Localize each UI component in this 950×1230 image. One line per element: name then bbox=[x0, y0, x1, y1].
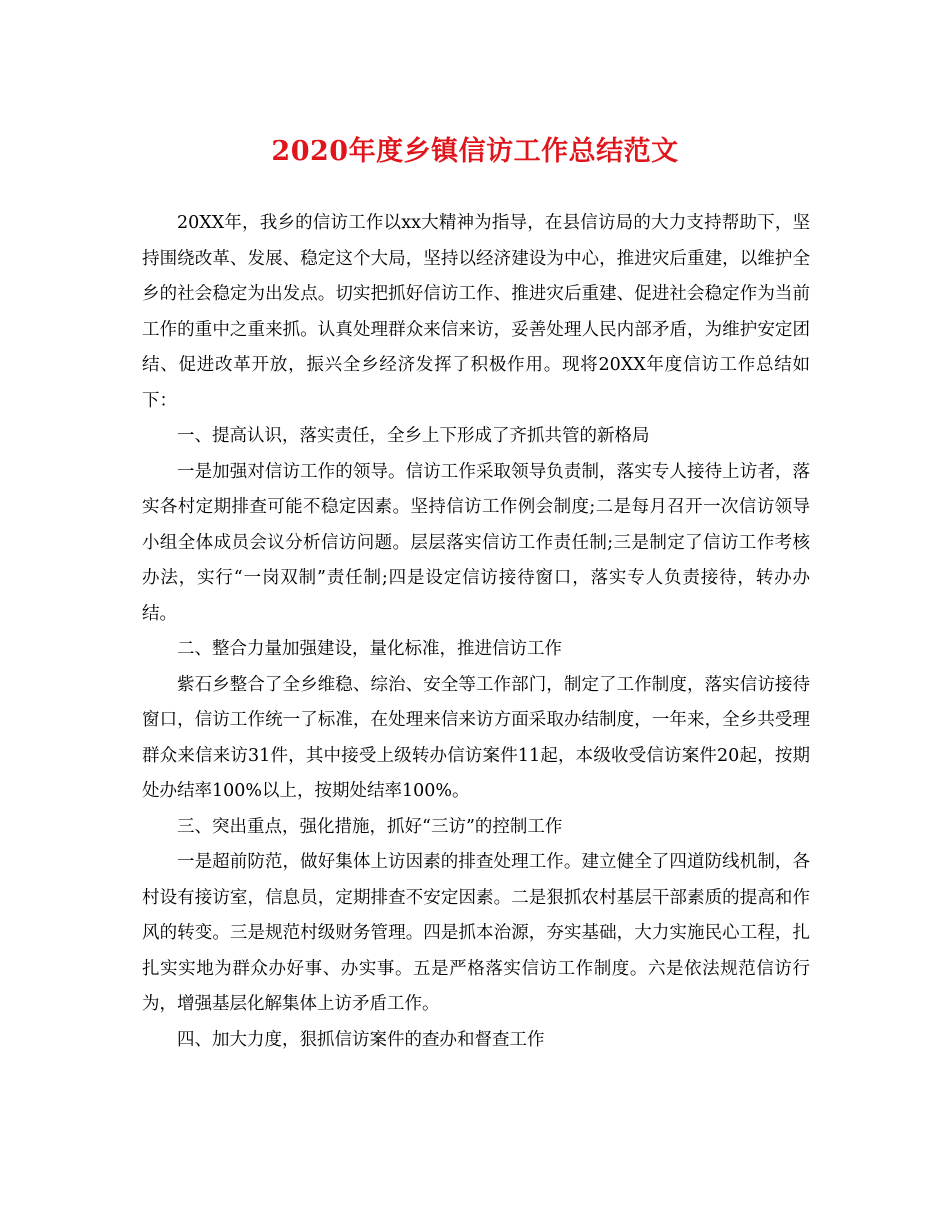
paragraph-section-2: 紫石乡整合了全乡维稳、综治、安全等工作部门，制定了工作制度，落实信访接待窗口，信访工作统一了标准，在处理来信来访方面采取办结制度，一年来，全乡共受理群众来信来访31件，其中接受上级转办信访案件11起，本级收受信访案件20起，按期处办结率100%以上，按期处结率100%。 bbox=[142, 674, 810, 801]
section-heading-4: 四、加大力度，狠抓信访案件的查办和督查工作 bbox=[177, 1029, 545, 1050]
paragraph-intro: 20XX年，我乡的信访工作以xx大精神为指导，在县信访局的大力支持帮助下，坚持围绕改革、发展、稳定这个大局，坚持以经济建设为中心，推进灾后重建，以维护全乡的社会稳定为出发点。切实把抓好信访工作、推进灾后重建、促进社会稳定作为当前工作的重中之重来抓。认真处理群众来信来访，妥善处理人民内部矛盾，为维护安定团结、促进改革开放，振兴全乡经济发挥了积极作用。现将20XX年度信访工作总结如下： bbox=[142, 213, 810, 411]
section-heading-2: 二、整合力量加强建设，量化标准，推进信访工作 bbox=[177, 639, 562, 659]
document-title: 2020年度乡镇信访工作总结范文 bbox=[271, 136, 679, 167]
paragraph-section-1: 一是加强对信访工作的领导。信访工作采取领导负责制，落实专人接待上访者，落实各村定期排查可能不稳定因素。坚持信访工作例会制度;二是每月召开一次信访领导小组全体成员会议分析信访问题。层层落实信访工作责任制;三是制定了信访工作考核办法，实行“一岗双制”责任制;四是设定信访接待窗口，落实专人负责接待，转办办结。 bbox=[142, 461, 810, 624]
section-heading-3: 三、突出重点，强化措施，抓好“三访”的控制工作 bbox=[177, 816, 563, 837]
document-body bbox=[142, 206, 810, 1058]
paragraph-section-3: 一是超前防范，做好集体上访因素的排查处理工作。建立健全了四道防线机制，各村设有接访室，信息员，定期排查不安定因素。二是狠抓农村基层干部素质的提高和作风的转变。三是规范村级财务管理。四是抓本治源，夯实基础，大力实施民心工程，扎扎实实地为群众办好事、办实事。五是严格落实信访工作制度。六是依法规范信访行为，增强基层化解集体上访矛盾工作。 bbox=[142, 852, 810, 1014]
section-heading-1: 一、提高认识，落实责任，全乡上下形成了齐抓共管的新格局 bbox=[177, 426, 650, 446]
